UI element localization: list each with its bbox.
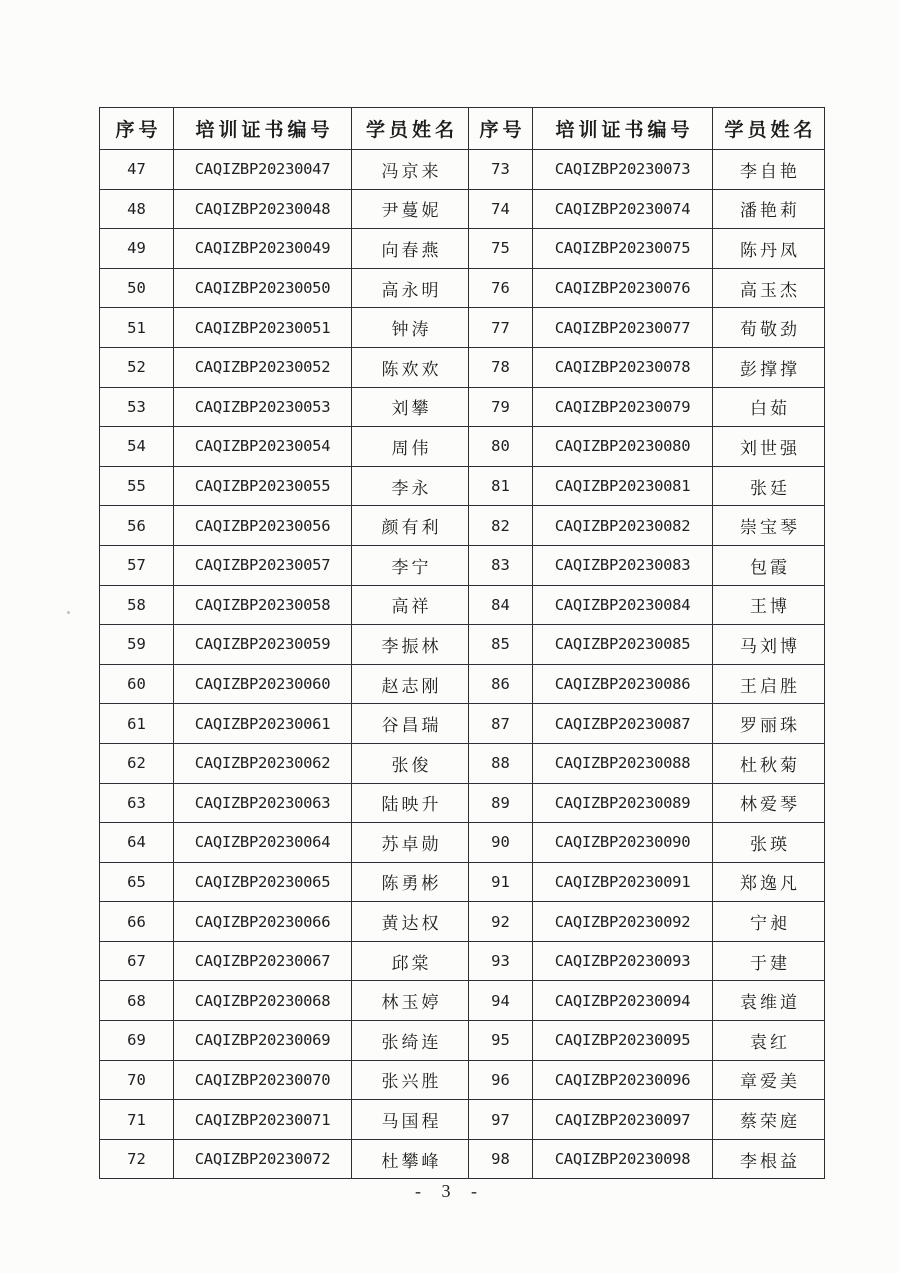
name-cell: 林玉婷 <box>352 981 469 1021</box>
cert-cell: CAQIZBP20230052 <box>174 347 352 387</box>
serial-cell: 63 <box>100 783 174 823</box>
cert-cell: CAQIZBP20230097 <box>533 1100 713 1140</box>
serial-cell: 75 <box>469 229 533 269</box>
name-cell: 张俊 <box>352 743 469 783</box>
name-cell: 王博 <box>713 585 825 625</box>
cert-cell: CAQIZBP20230067 <box>174 941 352 981</box>
cert-cell: CAQIZBP20230090 <box>533 823 713 863</box>
serial-cell: 69 <box>100 1021 174 1061</box>
cert-cell: CAQIZBP20230084 <box>533 585 713 625</box>
name-cell: 张兴胜 <box>352 1060 469 1100</box>
cert-cell: CAQIZBP20230072 <box>174 1139 352 1179</box>
name-cell: 荀敬劲 <box>713 308 825 348</box>
table-row <box>100 941 825 981</box>
name-cell: 李振林 <box>352 625 469 665</box>
name-cell: 冯京来 <box>352 150 469 190</box>
cert-cell: CAQIZBP20230079 <box>533 387 713 427</box>
serial-cell: 51 <box>100 308 174 348</box>
table-row <box>100 743 825 783</box>
serial-cell: 78 <box>469 347 533 387</box>
serial-cell: 73 <box>469 150 533 190</box>
serial-cell: 89 <box>469 783 533 823</box>
name-cell: 崇宝琴 <box>713 506 825 546</box>
table-row <box>100 150 825 190</box>
serial-cell: 76 <box>469 268 533 308</box>
name-cell: 王启胜 <box>713 664 825 704</box>
serial-cell: 62 <box>100 743 174 783</box>
name-cell: 高永明 <box>352 268 469 308</box>
table-body <box>100 150 825 1179</box>
cert-cell: CAQIZBP20230095 <box>533 1021 713 1061</box>
serial-cell: 49 <box>100 229 174 269</box>
table-row <box>100 1060 825 1100</box>
serial-cell: 71 <box>100 1100 174 1140</box>
cert-cell: CAQIZBP20230089 <box>533 783 713 823</box>
serial-cell: 91 <box>469 862 533 902</box>
name-cell: 高祥 <box>352 585 469 625</box>
cert-cell: CAQIZBP20230050 <box>174 268 352 308</box>
cert-cell: CAQIZBP20230081 <box>533 466 713 506</box>
cert-cell: CAQIZBP20230051 <box>174 308 352 348</box>
cert-cell: CAQIZBP20230077 <box>533 308 713 348</box>
serial-cell: 61 <box>100 704 174 744</box>
cert-cell: CAQIZBP20230086 <box>533 664 713 704</box>
cert-cell: CAQIZBP20230076 <box>533 268 713 308</box>
serial-cell: 54 <box>100 427 174 467</box>
serial-cell: 94 <box>469 981 533 1021</box>
serial-cell: 57 <box>100 545 174 585</box>
name-cell: 袁红 <box>713 1021 825 1061</box>
table-row <box>100 902 825 942</box>
name-cell: 李自艳 <box>713 150 825 190</box>
cert-cell: CAQIZBP20230063 <box>174 783 352 823</box>
serial-cell: 98 <box>469 1139 533 1179</box>
cert-cell: CAQIZBP20230093 <box>533 941 713 981</box>
cert-cell: CAQIZBP20230054 <box>174 427 352 467</box>
cert-cell: CAQIZBP20230096 <box>533 1060 713 1100</box>
name-cell: 尹蔓妮 <box>352 189 469 229</box>
name-cell: 黄达权 <box>352 902 469 942</box>
header-cert-left: 培训证书编号 <box>174 108 352 150</box>
serial-cell: 48 <box>100 189 174 229</box>
cert-cell: CAQIZBP20230070 <box>174 1060 352 1100</box>
serial-cell: 59 <box>100 625 174 665</box>
name-cell: 苏卓勋 <box>352 823 469 863</box>
name-cell: 宁昶 <box>713 902 825 942</box>
cert-cell: CAQIZBP20230068 <box>174 981 352 1021</box>
serial-cell: 68 <box>100 981 174 1021</box>
name-cell: 彭撑撑 <box>713 347 825 387</box>
cert-cell: CAQIZBP20230065 <box>174 862 352 902</box>
name-cell: 李宁 <box>352 545 469 585</box>
serial-cell: 74 <box>469 189 533 229</box>
name-cell: 陈勇彬 <box>352 862 469 902</box>
table-row <box>100 704 825 744</box>
serial-cell: 84 <box>469 585 533 625</box>
serial-cell: 72 <box>100 1139 174 1179</box>
name-cell: 林爱琴 <box>713 783 825 823</box>
serial-cell: 66 <box>100 902 174 942</box>
serial-cell: 86 <box>469 664 533 704</box>
cert-cell: CAQIZBP20230083 <box>533 545 713 585</box>
serial-cell: 56 <box>100 506 174 546</box>
serial-cell: 58 <box>100 585 174 625</box>
serial-cell: 70 <box>100 1060 174 1100</box>
serial-cell: 92 <box>469 902 533 942</box>
serial-cell: 60 <box>100 664 174 704</box>
serial-cell: 85 <box>469 625 533 665</box>
cert-cell: CAQIZBP20230094 <box>533 981 713 1021</box>
cert-cell: CAQIZBP20230091 <box>533 862 713 902</box>
serial-cell: 87 <box>469 704 533 744</box>
name-cell: 马国程 <box>352 1100 469 1140</box>
serial-cell: 90 <box>469 823 533 863</box>
header-cert-right: 培训证书编号 <box>533 108 713 150</box>
cert-cell: CAQIZBP20230058 <box>174 585 352 625</box>
table-row <box>100 189 825 229</box>
name-cell: 周伟 <box>352 427 469 467</box>
cert-cell: CAQIZBP20230088 <box>533 743 713 783</box>
table-row <box>100 585 825 625</box>
cert-cell: CAQIZBP20230087 <box>533 704 713 744</box>
serial-cell: 52 <box>100 347 174 387</box>
serial-cell: 97 <box>469 1100 533 1140</box>
table-row <box>100 308 825 348</box>
name-cell: 白茹 <box>713 387 825 427</box>
name-cell: 刘世强 <box>713 427 825 467</box>
table-row <box>100 862 825 902</box>
serial-cell: 96 <box>469 1060 533 1100</box>
certificate-roster-table <box>99 107 825 1179</box>
name-cell: 张绮连 <box>352 1021 469 1061</box>
name-cell: 张廷 <box>713 466 825 506</box>
name-cell: 于建 <box>713 941 825 981</box>
cert-cell: CAQIZBP20230074 <box>533 189 713 229</box>
table-row <box>100 506 825 546</box>
table-row <box>100 783 825 823</box>
name-cell: 向春燕 <box>352 229 469 269</box>
table-row <box>100 1139 825 1179</box>
name-cell: 包霞 <box>713 545 825 585</box>
cert-cell: CAQIZBP20230059 <box>174 625 352 665</box>
cert-cell: CAQIZBP20230060 <box>174 664 352 704</box>
cert-cell: CAQIZBP20230053 <box>174 387 352 427</box>
table-row <box>100 1100 825 1140</box>
table-row <box>100 664 825 704</box>
name-cell: 郑逸凡 <box>713 862 825 902</box>
header-name-left: 学员姓名 <box>352 108 469 150</box>
cert-cell: CAQIZBP20230071 <box>174 1100 352 1140</box>
cert-cell: CAQIZBP20230080 <box>533 427 713 467</box>
name-cell: 刘攀 <box>352 387 469 427</box>
name-cell: 邱棠 <box>352 941 469 981</box>
cert-cell: CAQIZBP20230069 <box>174 1021 352 1061</box>
name-cell: 蔡荣庭 <box>713 1100 825 1140</box>
name-cell: 颜有利 <box>352 506 469 546</box>
cert-cell: CAQIZBP20230062 <box>174 743 352 783</box>
cert-cell: CAQIZBP20230098 <box>533 1139 713 1179</box>
name-cell: 潘艳莉 <box>713 189 825 229</box>
serial-cell: 88 <box>469 743 533 783</box>
cert-cell: CAQIZBP20230085 <box>533 625 713 665</box>
table-row <box>100 625 825 665</box>
cert-cell: CAQIZBP20230055 <box>174 466 352 506</box>
cert-cell: CAQIZBP20230061 <box>174 704 352 744</box>
name-cell: 李永 <box>352 466 469 506</box>
table-row <box>100 347 825 387</box>
cert-cell: CAQIZBP20230092 <box>533 902 713 942</box>
table-header-row <box>100 108 825 150</box>
table-row <box>100 545 825 585</box>
name-cell: 高玉杰 <box>713 268 825 308</box>
table-row <box>100 1021 825 1061</box>
name-cell: 赵志刚 <box>352 664 469 704</box>
cert-cell: CAQIZBP20230057 <box>174 545 352 585</box>
serial-cell: 53 <box>100 387 174 427</box>
serial-cell: 79 <box>469 387 533 427</box>
serial-cell: 65 <box>100 862 174 902</box>
cert-cell: CAQIZBP20230064 <box>174 823 352 863</box>
table-row <box>100 466 825 506</box>
name-cell: 马刘博 <box>713 625 825 665</box>
serial-cell: 93 <box>469 941 533 981</box>
name-cell: 袁维道 <box>713 981 825 1021</box>
serial-cell: 67 <box>100 941 174 981</box>
serial-cell: 82 <box>469 506 533 546</box>
serial-cell: 55 <box>100 466 174 506</box>
cert-cell: CAQIZBP20230049 <box>174 229 352 269</box>
cert-cell: CAQIZBP20230073 <box>533 150 713 190</box>
table-row <box>100 229 825 269</box>
cert-cell: CAQIZBP20230056 <box>174 506 352 546</box>
name-cell: 杜秋菊 <box>713 743 825 783</box>
table-row <box>100 823 825 863</box>
name-cell: 钟涛 <box>352 308 469 348</box>
name-cell: 张瑛 <box>713 823 825 863</box>
name-cell: 陆映升 <box>352 783 469 823</box>
serial-cell: 80 <box>469 427 533 467</box>
name-cell: 谷昌瑞 <box>352 704 469 744</box>
name-cell: 李根益 <box>713 1139 825 1179</box>
table-row <box>100 981 825 1021</box>
header-name-right: 学员姓名 <box>713 108 825 150</box>
serial-cell: 64 <box>100 823 174 863</box>
table-row <box>100 387 825 427</box>
name-cell: 杜攀峰 <box>352 1139 469 1179</box>
serial-cell: 81 <box>469 466 533 506</box>
table-row <box>100 268 825 308</box>
serial-cell: 77 <box>469 308 533 348</box>
cert-cell: CAQIZBP20230082 <box>533 506 713 546</box>
name-cell: 罗丽珠 <box>713 704 825 744</box>
table-row <box>100 427 825 467</box>
name-cell: 陈丹凤 <box>713 229 825 269</box>
name-cell: 陈欢欢 <box>352 347 469 387</box>
serial-cell: 50 <box>100 268 174 308</box>
header-serial-left: 序号 <box>100 108 174 150</box>
cert-cell: CAQIZBP20230048 <box>174 189 352 229</box>
cert-cell: CAQIZBP20230078 <box>533 347 713 387</box>
page-number: - 3 - <box>415 1181 485 1201</box>
serial-cell: 83 <box>469 545 533 585</box>
cert-cell: CAQIZBP20230047 <box>174 150 352 190</box>
serial-cell: 95 <box>469 1021 533 1061</box>
name-cell: 章爱美 <box>713 1060 825 1100</box>
scan-artifact-dot <box>67 611 70 614</box>
header-serial-right: 序号 <box>469 108 533 150</box>
serial-cell: 47 <box>100 150 174 190</box>
cert-cell: CAQIZBP20230075 <box>533 229 713 269</box>
cert-cell: CAQIZBP20230066 <box>174 902 352 942</box>
